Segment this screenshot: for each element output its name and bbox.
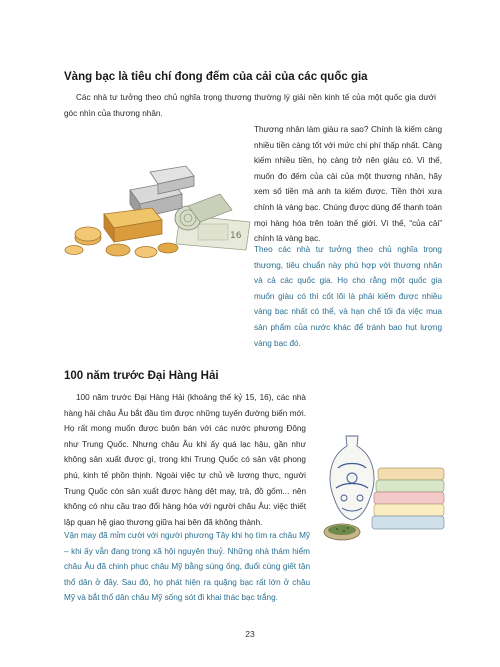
folded-textiles-icon (372, 468, 444, 529)
great-voyages-paragraph: 100 năm trước Đại Hàng Hải (khoảng thế kỷ 15, 16), các nhà hàng hải châu Âu bắt đầu tìm được những tuyến đường biển mới. Họ rất mong muốn được buôn bán với các nước phương Đông như Trung Quốc. Nhưng châu Âu khi ấy quá lạc hậu, gần như không sản xuất được gì, trong khi Trung Quốc có sản vật phong phú, kinh tế phồn thịnh. Ngoài việc tự chủ về lương thực, người Trung Quốc còn sản xuất được hàng dệt may, trà, đồ gốm... nên không có nhu cầu trao đổi hàng hóa với người châu Âu: việc thiết lập quan hệ giao thương giữa hai bên đã không thành. (64, 393, 306, 527)
merchant-paragraph: Thương nhân làm giàu ra sao? Chính là kiếm càng nhiều tiền càng tốt với mức chi phí thấp nhất. Càng kiếm nhiều tiền, họ càng trở nên giàu có. Vì thế, muốn đo đếm của cải của một thương nhân, hãy xem số tiền mà anh ta kiếm được. Tiền thời xưa chính là vàng bạc. Chúng được dùng để thanh toán mọi hàng hóa trên toàn thế giới. Vì thế, “của cải” chính là vàng bạc. (254, 125, 442, 244)
page-number: 23 (245, 629, 255, 639)
porcelain-vase-textiles-tea-illustration (312, 432, 452, 547)
svg-text:16: 16 (230, 231, 242, 241)
section-heading-100-years: 100 năm trước Đại Hàng Hải (64, 370, 219, 382)
tea-bowl-icon (324, 524, 360, 540)
intro-paragraph: Các nhà tư tưởng theo chủ nghĩa trọng thương thường lý giải nền kinh tế của một quốc gia dưới góc nhìn của thương nhân. (64, 93, 436, 118)
gold-silver-money-illustration (60, 160, 252, 260)
americas-blue-paragraph: Vận may đã mỉm cười với người phương Tây khi họ tìm ra châu Mỹ – khi ấy vẫn đang trong xã hội nguyên thuỷ. Những nhà thám hiểm châu Âu đã chinh phục châu Mỹ bằng súng ống, đuổi cùng giết tận thổ dân ở đây. Sau đó, họ phát hiện ra quặng bạc rất lớn ở châu Mỹ và bắt thổ dân châu Mỹ sống sót đi khai thác bạc trắng. (64, 531, 310, 603)
porcelain-vase-icon (330, 436, 374, 520)
section-heading-gold-silver: Vàng bạc là tiêu chí đong đếm của cải của các quốc gia (64, 71, 368, 83)
mercantilist-blue-paragraph: Theo các nhà tư tưởng theo chủ nghĩa trọng thương, tiêu chuẩn này phù hợp với thương nhân và cả các quốc gia. Họ cho rằng một quốc gia muốn giàu có thì cốt lõi là phải kiếm được nhiều vàng bạc nhất có thể, và hạn chế tối đa việc mua sản phẩm của nước khác để tránh bao hụt lượng vàng bạc đó. (254, 245, 442, 348)
gold-bars-icon (104, 208, 162, 242)
